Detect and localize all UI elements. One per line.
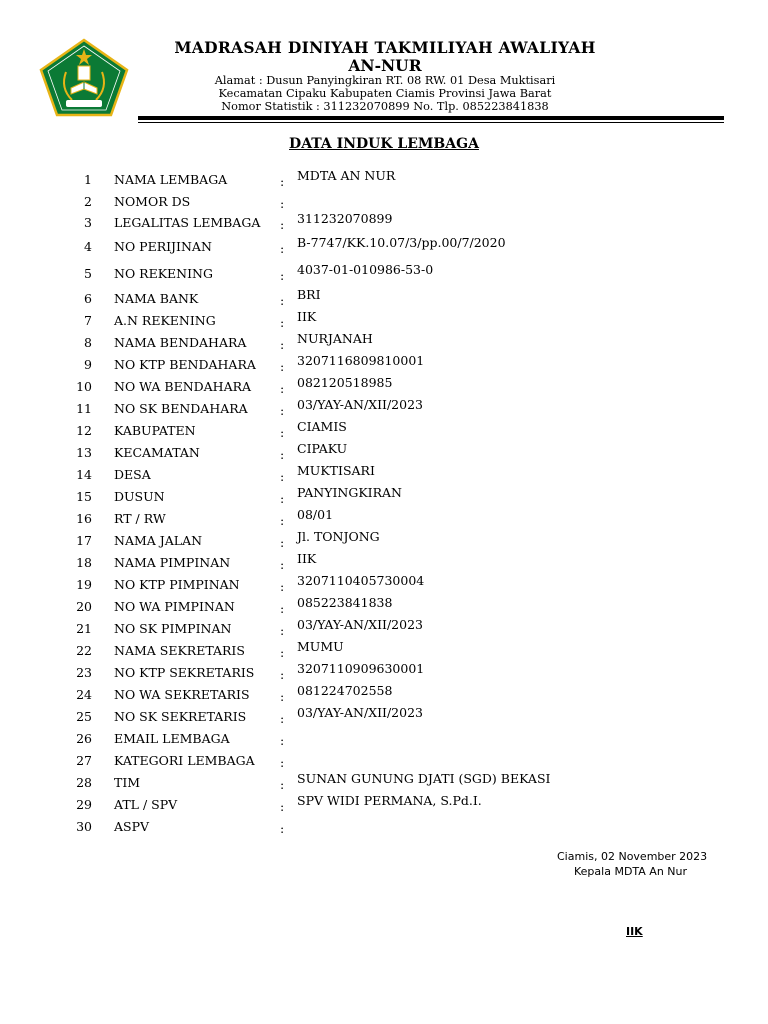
row-number: 6 [84,291,92,306]
row-value: PANYINGKIRAN [297,485,402,500]
row-value: SUNAN GUNUNG DJATI (SGD) BEKASI [297,771,551,786]
table-row [0,663,768,681]
row-label: NO SK SEKRETARIS [114,709,247,724]
row-label: NO WA BENDAHARA [114,379,252,394]
row-label: NO SK BENDAHARA [114,401,248,416]
row-colon: : [280,293,285,308]
row-label: NAMA LEMBAGA [114,172,228,187]
row-number: 17 [76,533,92,548]
row-colon: : [280,711,285,726]
table-row [0,192,768,210]
row-value: IIK [297,551,317,566]
row-colon: : [280,491,285,506]
row-number: 2 [84,194,92,209]
row-colon: : [280,174,285,189]
row-label: DUSUN [114,489,165,504]
document-title: DATA INDUK LEMBAGA [289,136,479,152]
row-value: 3207110909630001 [297,661,425,676]
row-number: 5 [84,266,92,281]
table-row [0,707,768,725]
row-label: ATL / SPV [114,797,178,812]
row-label: NO KTP SEKRETARIS [114,665,255,680]
table-row [0,399,768,417]
row-value: CIAMIS [297,419,347,434]
row-number: 8 [84,335,92,350]
table-row [0,795,768,813]
row-value: 082120518985 [297,375,393,390]
row-number: 12 [76,423,92,438]
table-row [0,619,768,637]
header-divider-thick [138,116,724,120]
row-value: NURJANAH [297,331,373,346]
row-label: NAMA BANK [114,291,199,306]
row-number: 3 [84,215,92,230]
row-value: 085223841838 [297,595,393,610]
row-colon: : [280,315,285,330]
row-colon: : [280,241,285,256]
row-label: NO WA SEKRETARIS [114,687,250,702]
row-value: 08/01 [297,507,334,522]
row-label: ASPV [114,819,150,834]
institution-name: MADRASAH DINIYAH TAKMILIYAH AWALIYAH [174,38,596,57]
row-value: B-7747/KK.10.07/3/pp.00/7/2020 [297,235,506,250]
row-number: 7 [84,313,92,328]
row-label: TIM [114,775,141,790]
row-colon: : [280,755,285,770]
table-row [0,575,768,593]
row-number: 13 [76,445,92,460]
row-number: 21 [76,621,92,636]
table-row [0,465,768,483]
row-number: 27 [76,753,92,768]
table-row [0,553,768,571]
row-colon: : [280,535,285,550]
row-colon: : [280,733,285,748]
table-row [0,751,768,769]
institution-statistic-number: Nomor Statistik : 311232070899 No. Tlp. 085223841838 [221,100,549,113]
row-value: 3207116809810001 [297,353,425,368]
row-value: 311232070899 [297,211,393,226]
row-value: 03/YAY-AN/XII/2023 [297,617,423,632]
row-label: NO KTP BENDAHARA [114,357,256,372]
row-colon: : [280,447,285,462]
table-row [0,443,768,461]
row-label: NAMA PIMPINAN [114,555,231,570]
table-row [0,597,768,615]
row-number: 22 [76,643,92,658]
row-label: EMAIL LEMBAGA [114,731,230,746]
institution-address: Alamat : Dusun Panyingkiran RT. 08 RW. 01 Desa Muktisari [214,74,556,87]
row-number: 15 [76,489,92,504]
row-label: NOMOR DS [114,194,191,209]
row-colon: : [280,196,285,211]
table-row [0,264,768,282]
table-row [0,487,768,505]
header-divider-thin [138,122,724,123]
row-colon: : [280,469,285,484]
row-label: RT / RW [114,511,166,526]
institution-district: Kecamatan Cipaku Kabupaten Ciamis Provinsi Jawa Barat [218,87,552,100]
row-number: 11 [76,401,92,416]
table-row [0,817,768,835]
row-label: LEGALITAS LEMBAGA [114,215,261,230]
row-number: 29 [76,797,92,812]
row-number: 30 [76,819,92,834]
row-colon: : [280,579,285,594]
row-colon: : [280,601,285,616]
row-number: 4 [84,239,92,254]
row-label: KABUPATEN [114,423,196,438]
row-number: 16 [76,511,92,526]
table-row [0,773,768,791]
signature-name: IIK [626,925,643,938]
row-colon: : [280,425,285,440]
row-colon: : [280,381,285,396]
row-label: KECAMATAN [114,445,200,460]
row-colon: : [280,623,285,638]
row-colon: : [280,268,285,283]
table-row [0,333,768,351]
row-value: 03/YAY-AN/XII/2023 [297,705,423,720]
row-value: IIK [297,309,317,324]
row-colon: : [280,403,285,418]
row-colon: : [280,217,285,232]
row-label: NO REKENING [114,266,213,281]
table-row [0,377,768,395]
table-row [0,311,768,329]
table-row [0,641,768,659]
row-colon: : [280,689,285,704]
row-number: 23 [76,665,92,680]
row-label: NAMA SEKRETARIS [114,643,245,658]
row-colon: : [280,557,285,572]
row-colon: : [280,799,285,814]
institution-name-sub: AN-NUR [348,56,422,75]
row-label: KATEGORI LEMBAGA [114,753,255,768]
row-value: MUMU [297,639,344,654]
row-value: Jl. TONJONG [297,529,380,544]
row-colon: : [280,777,285,792]
table-row [0,421,768,439]
row-number: 19 [76,577,92,592]
row-colon: : [280,513,285,528]
row-label: NO PERIJINAN [114,239,212,254]
row-number: 28 [76,775,92,790]
row-label: NO SK PIMPINAN [114,621,232,636]
row-label: A.N REKENING [114,313,216,328]
row-label: NO KTP PIMPINAN [114,577,240,592]
row-number: 18 [76,555,92,570]
kemenag-logo [38,38,130,118]
row-value: 081224702558 [297,683,393,698]
row-value: 03/YAY-AN/XII/2023 [297,397,423,412]
row-value: 3207110405730004 [297,573,425,588]
table-row [0,685,768,703]
row-colon: : [280,645,285,660]
table-row [0,213,768,231]
table-row [0,355,768,373]
row-number: 10 [76,379,92,394]
row-number: 14 [76,467,92,482]
signature-place-date: Ciamis, 02 November 2023 [557,850,708,863]
row-colon: : [280,337,285,352]
row-label: NAMA BENDAHARA [114,335,247,350]
row-number: 26 [76,731,92,746]
row-value: 4037-01-010986-53-0 [297,262,434,277]
row-number: 25 [76,709,92,724]
signature-role: Kepala MDTA An Nur [574,865,688,878]
table-row [0,509,768,527]
row-label: NAMA JALAN [114,533,203,548]
row-number: 1 [84,172,92,187]
row-value: CIPAKU [297,441,348,456]
row-label: NO WA PIMPINAN [114,599,235,614]
row-colon: : [280,821,285,836]
row-number: 24 [76,687,92,702]
row-value: SPV WIDI PERMANA, S.Pd.I. [297,793,482,808]
table-row [0,729,768,747]
row-label: DESA [114,467,151,482]
row-colon: : [280,667,285,682]
row-value: MDTA AN NUR [297,168,396,183]
row-colon: : [280,359,285,374]
row-value: MUKTISARI [297,463,375,478]
row-value: BRI [297,287,321,302]
row-number: 9 [84,357,92,372]
table-row [0,237,768,255]
table-row [0,289,768,307]
table-row [0,531,768,549]
row-number: 20 [76,599,92,614]
table-row [0,170,768,188]
